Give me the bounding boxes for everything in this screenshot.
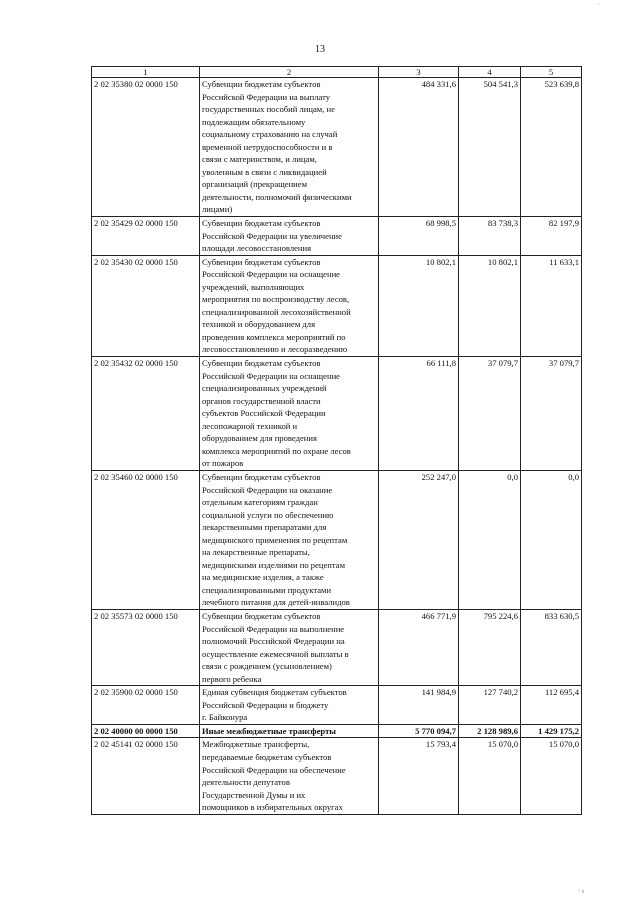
description-line: помощников в избирательных округах xyxy=(202,802,343,813)
description-line: специализированной лесохозяйственной xyxy=(202,306,351,317)
description-line: Субвенции бюджетам субъектов xyxy=(202,471,321,482)
description-cell xyxy=(200,609,379,685)
description-line: Российской Федерации и бюджету xyxy=(202,699,329,710)
budget-code-cell: 2 02 35380 02 0000 150 xyxy=(92,78,200,217)
description-line: оборудованием для проведения xyxy=(202,433,317,444)
description-line: подлежащим обязательному xyxy=(202,116,306,127)
description-line: от пожаров xyxy=(202,458,244,469)
scan-mark-top: · xyxy=(597,0,600,8)
description-line: лесовосстановлению и лесоразведению xyxy=(202,344,348,355)
description-line: Субвенции бюджетам субъектов xyxy=(202,610,321,621)
amount-cell-col5: 0,0 xyxy=(521,470,582,609)
description-line: специализированными продуктами xyxy=(202,584,332,595)
amount-cell-col4: 10 802,1 xyxy=(459,255,521,356)
header-cell-3: 3 xyxy=(379,67,459,78)
description-line: Субвенции бюджетам субъектов xyxy=(202,358,321,369)
description-line: Государственной Думы и их xyxy=(202,789,306,800)
amount-cell-col4: 0,0 xyxy=(459,470,521,609)
table-row xyxy=(92,78,582,217)
amount-cell-col3: 484 331,6 xyxy=(379,78,459,217)
amount-cell-col5: 11 633,1 xyxy=(521,255,582,356)
description-line: Российской Федерации на увеличение xyxy=(202,230,342,241)
description-line: первого ребенка xyxy=(202,673,262,684)
header-cell-4: 4 xyxy=(459,67,521,78)
amount-cell-col3: 252 247,0 xyxy=(379,470,459,609)
description-line: организаций (прекращением xyxy=(202,179,308,190)
amount-cell-col5: 15 070,0 xyxy=(521,738,582,814)
description-cell xyxy=(200,78,379,217)
table-row xyxy=(92,609,582,685)
description-line: Межбюджетные трансферты, xyxy=(202,739,310,750)
header-cell-1: 1 xyxy=(92,67,200,78)
header-cell-2: 2 xyxy=(200,67,379,78)
amount-cell-col5: 1 429 175,2 xyxy=(521,724,582,738)
description-line: техникой и оборудованием для xyxy=(202,319,316,330)
budget-code-cell: 2 02 40000 00 0000 150 xyxy=(92,724,200,738)
description-line: органов государственной власти xyxy=(202,395,321,406)
amount-cell-col4: 37 079,7 xyxy=(459,357,521,471)
table-row xyxy=(92,686,582,725)
amount-cell-col4: 795 224,6 xyxy=(459,609,521,685)
description-line: полномочий Российской Федерации на xyxy=(202,636,345,647)
amount-cell-col3: 5 770 094,7 xyxy=(379,724,459,738)
description-line: Российской Федерации на оснащение xyxy=(202,269,340,280)
budget-code-cell: 2 02 35460 02 0000 150 xyxy=(92,470,200,609)
description-line: медицинского применения по рецептам xyxy=(202,534,348,545)
description-line: лицами) xyxy=(202,204,233,215)
description-cell xyxy=(200,357,379,471)
table-row xyxy=(92,724,582,738)
budget-code-cell: 2 02 35429 02 0000 150 xyxy=(92,217,200,256)
description-line: деятельности депутатов xyxy=(202,777,290,788)
description-line: отдельным категориям граждан xyxy=(202,497,318,508)
header-cell-5: 5 xyxy=(521,67,582,78)
description-line: связи с материнством, и лицам, xyxy=(202,154,317,165)
description-line: государственных пособий лицам, не xyxy=(202,104,335,115)
description-line: Субвенции бюджетам субъектов xyxy=(202,218,321,229)
amount-cell-col4: 15 070,0 xyxy=(459,738,521,814)
amount-cell-col5: 523 639,8 xyxy=(521,78,582,217)
description-line: Российской Федерации на выполнение xyxy=(202,623,345,634)
description-line: осуществление ежемесячной выплаты в xyxy=(202,648,349,659)
description-line: проведения комплекса мероприятий по xyxy=(202,331,346,342)
amount-cell-col3: 66 111,8 xyxy=(379,357,459,471)
description-line: Российской Федерации на выплату xyxy=(202,91,331,102)
amount-cell-col5: 112 695,4 xyxy=(521,686,582,725)
description-line: Российской Федерации на обеспечение xyxy=(202,764,346,775)
description-line: Российской Федерации на оснащение xyxy=(202,370,340,381)
description-line: площади лесовосстановления xyxy=(202,243,312,254)
description-line: лекарственными препаратами для xyxy=(202,522,327,533)
amount-cell-col3: 68 998,5 xyxy=(379,217,459,256)
table-row xyxy=(92,470,582,609)
description-line: мероприятия по воспроизводству лесов, xyxy=(202,294,350,305)
budget-code-cell: 2 02 45141 02 0000 150 xyxy=(92,738,200,814)
description-line: Субвенции бюджетам субъектов xyxy=(202,256,321,267)
budget-table-body xyxy=(92,67,582,815)
description-line: специализированных учреждений xyxy=(202,383,327,394)
table-row xyxy=(92,255,582,356)
amount-cell-col4: 83 738,3 xyxy=(459,217,521,256)
description-line: на медицинские изделия, а также xyxy=(202,572,324,583)
description-line: социальному страхованию на случай xyxy=(202,129,338,140)
description-line: лесопожарной техникой и xyxy=(202,420,298,431)
description-line: комплекса мероприятий по охране лесов xyxy=(202,445,351,456)
description-cell xyxy=(200,738,379,814)
description-line: Российской Федерации на оказание xyxy=(202,484,333,495)
table-row xyxy=(92,357,582,471)
description-line: деятельности, полномочий физическими xyxy=(202,191,352,202)
amount-cell-col5: 37 079,7 xyxy=(521,357,582,471)
table-row xyxy=(92,217,582,256)
description-line: лечебного питания для детей-инвалидов xyxy=(202,597,350,608)
description-line: Иные межбюджетные трансферты xyxy=(202,725,337,736)
budget-code-cell: 2 02 35432 02 0000 150 xyxy=(92,357,200,471)
table-row xyxy=(92,738,582,814)
description-cell xyxy=(200,470,379,609)
description-line: медицинскими изделиями по рецептам xyxy=(202,559,346,570)
amount-cell-col4: 504 541,3 xyxy=(459,78,521,217)
description-cell xyxy=(200,217,379,256)
description-cell xyxy=(200,686,379,725)
description-line: субъектов Российской Федерации xyxy=(202,408,326,419)
amount-cell-col5: 833 630,5 xyxy=(521,609,582,685)
amount-cell-col3: 15 793,4 xyxy=(379,738,459,814)
amount-cell-col5: 82 197,9 xyxy=(521,217,582,256)
amount-cell-col3: 141 984,9 xyxy=(379,686,459,725)
table-header-row xyxy=(92,67,582,78)
amount-cell-col4: 2 128 989,6 xyxy=(459,724,521,738)
description-line: связи с рождением (усыновлением) xyxy=(202,661,332,672)
description-cell xyxy=(200,724,379,738)
page-number: 13 xyxy=(315,44,325,55)
description-line: учреждений, выполняющих xyxy=(202,281,305,292)
description-line: социальной услуги по обеспечению xyxy=(202,509,334,520)
description-line: г. Байконура xyxy=(202,712,248,723)
description-line: передаваемые бюджетам субъектов xyxy=(202,751,332,762)
scan-mark-bottom: · ı xyxy=(577,887,584,895)
description-line: Единая субвенция бюджетам субъектов xyxy=(202,687,347,698)
description-cell xyxy=(200,255,379,356)
description-line: Субвенции бюджетам субъектов xyxy=(202,79,321,89)
budget-code-cell: 2 02 35430 02 0000 150 xyxy=(92,255,200,356)
budget-code-cell: 2 02 35900 02 0000 150 xyxy=(92,686,200,725)
description-line: уволенным в связи с ликвидацией xyxy=(202,166,327,177)
budget-table xyxy=(91,66,582,815)
amount-cell-col4: 127 740,2 xyxy=(459,686,521,725)
amount-cell-col3: 10 802,1 xyxy=(379,255,459,356)
amount-cell-col3: 466 771,9 xyxy=(379,609,459,685)
budget-code-cell: 2 02 35573 02 0000 150 xyxy=(92,609,200,685)
description-line: на лекарственные препараты, xyxy=(202,547,310,558)
description-line: временной нетрудоспособности и в xyxy=(202,141,333,152)
